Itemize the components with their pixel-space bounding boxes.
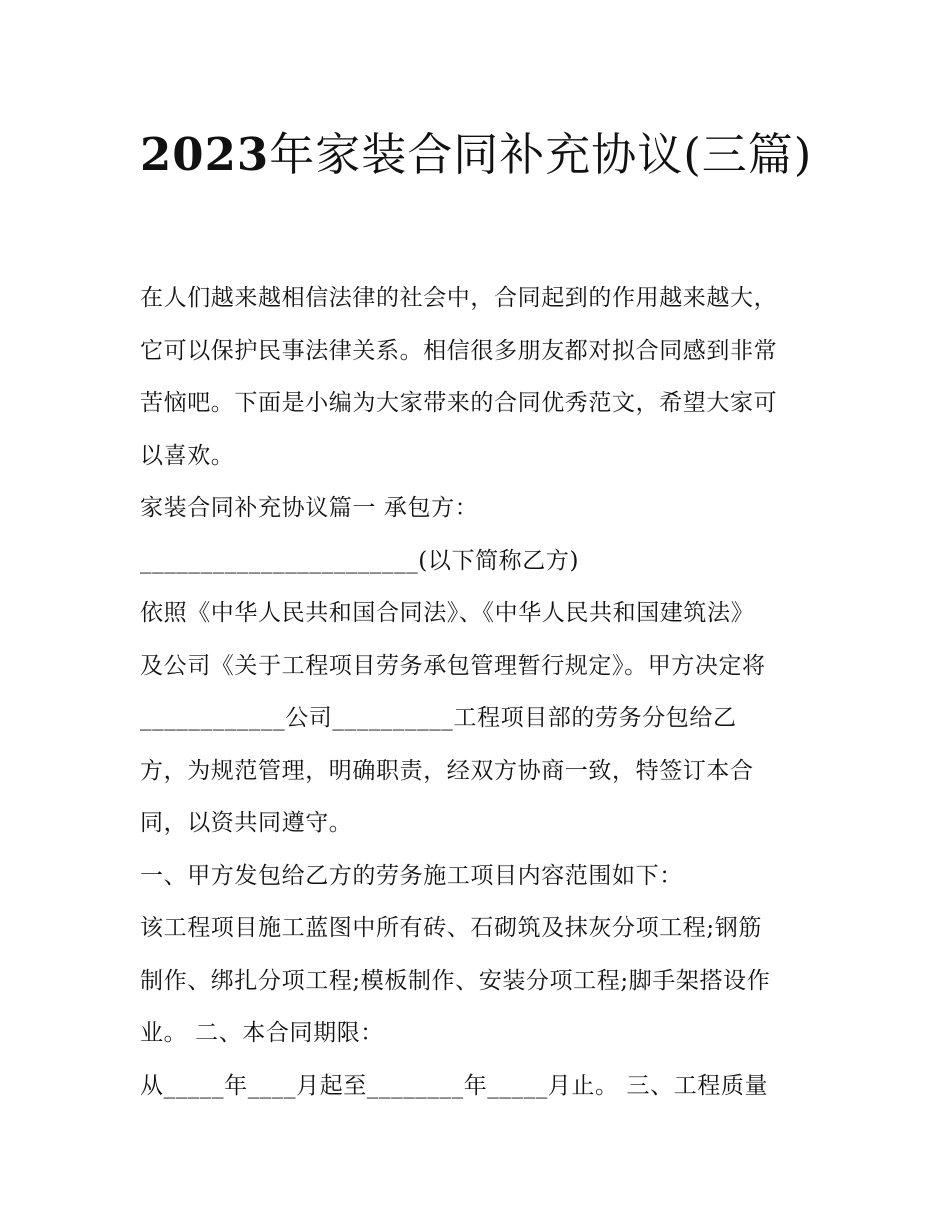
text-line: ____________公司__________工程项目部的劳务分包给乙	[140, 705, 737, 731]
document-body	[140, 272, 830, 1112]
intro-paragraph	[140, 272, 830, 482]
title-year: 2023	[140, 128, 270, 181]
text-line: 家装合同补充协议篇一 承包方：	[140, 495, 479, 521]
basis-paragraph	[140, 587, 830, 850]
text-line: 同，以资共同遵守。	[140, 810, 353, 836]
scope-heading	[140, 850, 830, 903]
text-line: _______________________(以下简称乙方)	[140, 547, 580, 574]
text-line: 在人们越来越相信法律的社会中，合同起到的作用越来越大，	[140, 285, 778, 311]
text-line: 苦恼吧。下面是小编为大家带来的合同优秀范文，希望大家可	[140, 390, 778, 416]
text-line: 该工程项目施工蓝图中所有砖、石砌筑及抹灰分项工程;钢筋	[140, 915, 762, 941]
text-line: 一、甲方发包给乙方的劳务施工项目内容范围如下：	[140, 862, 683, 889]
text-line: 依照《中华人民共和国合同法》、《中华人民共和国建筑法》	[140, 600, 755, 626]
text-line: 及公司《关于工程项目劳务承包管理暂行规定》。甲方决定将	[140, 652, 766, 679]
text-line: 方，为规范管理，明确职责，经双方协商一致，特签订本合	[140, 757, 754, 784]
term-paragraph	[140, 1060, 830, 1113]
text-line: 从_____年____月起至________年_____月止。 三、工程质量	[140, 1072, 769, 1099]
contractor-paragraph	[140, 482, 830, 587]
text-line: 它可以保护民事法律关系。相信很多朋友都对拟合同感到非常	[140, 337, 778, 364]
text-line: 以喜欢。	[140, 442, 235, 469]
scope-paragraph	[140, 902, 830, 1060]
title-text: 年家装合同补充协议(三篇)	[269, 128, 813, 181]
text-line: 制作、绑扎分项工程;模板制作、安装分项工程;脚手架搭设作	[140, 967, 771, 994]
text-line: 业。 二、本合同期限：	[140, 1020, 384, 1046]
document-title	[140, 118, 820, 192]
